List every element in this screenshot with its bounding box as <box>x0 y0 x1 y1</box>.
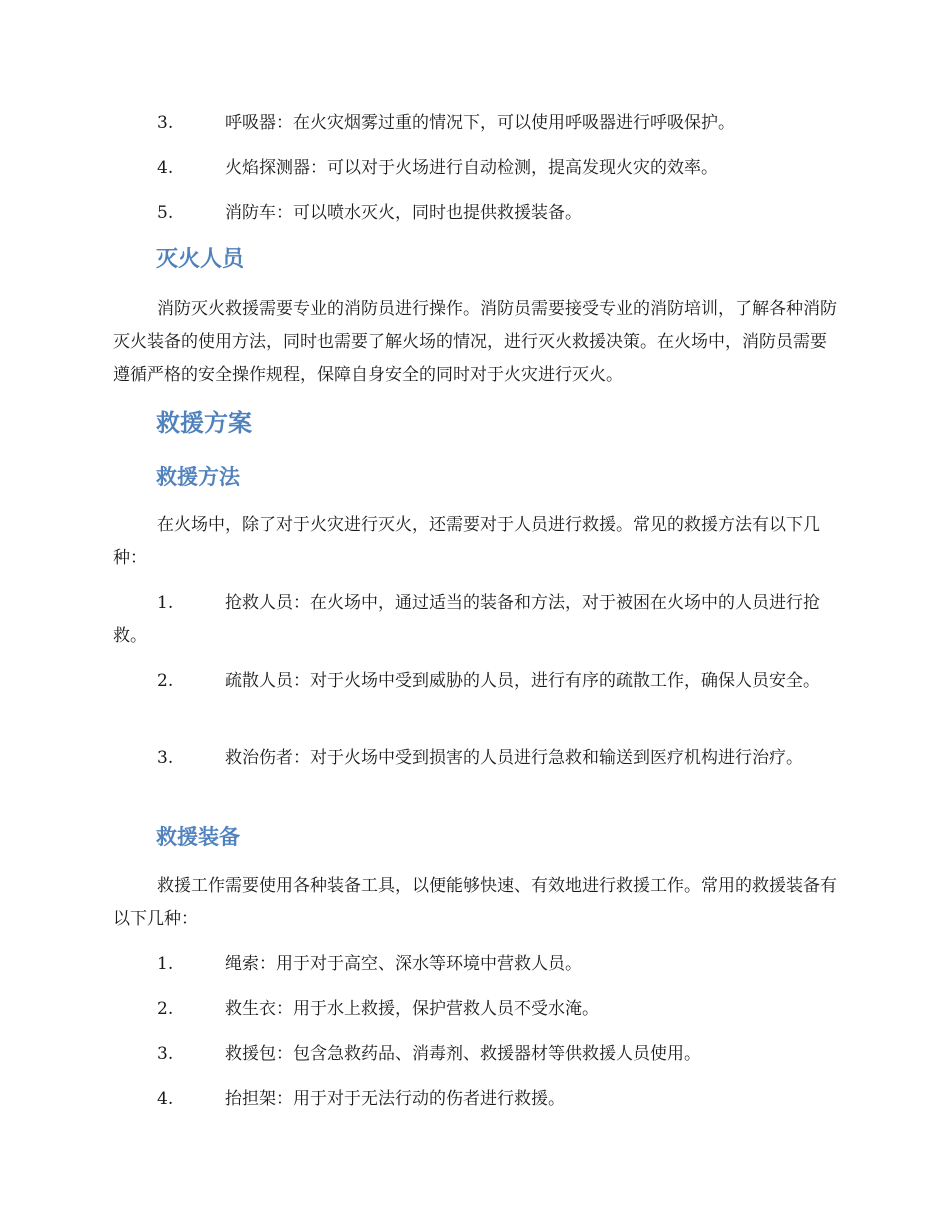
list-number: 2. <box>157 671 174 691</box>
section-heading-rescue-plan: 救援方案 <box>156 409 252 437</box>
list-item <box>113 197 841 230</box>
list-number: 1. <box>157 593 174 613</box>
list-item <box>113 742 841 775</box>
list-number: 3. <box>157 748 174 768</box>
list-item <box>113 993 841 1026</box>
list-number: 5. <box>157 203 174 223</box>
list-number: 4. <box>157 1089 174 1109</box>
list-item <box>113 152 841 185</box>
list-item <box>113 107 841 140</box>
list-number: 3. <box>157 113 174 133</box>
list-item <box>113 587 841 653</box>
list-item <box>113 948 841 981</box>
list-item <box>113 665 841 698</box>
list-text: 火焰探测器：可以对于火场进行自动检测，提高发现火灾的效率。 <box>225 158 718 178</box>
list-text: 呼吸器：在火灾烟雾过重的情况下，可以使用呼吸器进行呼吸保护。 <box>225 113 735 133</box>
list-number: 1. <box>157 954 174 974</box>
list-text: 救生衣：用于水上救援，保护营救人员不受水淹。 <box>225 999 599 1019</box>
list-number: 4. <box>157 158 174 178</box>
section-heading-rescue-equipment: 救援装备 <box>156 825 240 849</box>
list-text: 绳索：用于对于高空、深水等环境中营救人员。 <box>225 954 582 974</box>
section-heading-firefighters: 灭火人员 <box>156 247 245 272</box>
list-text: 消防车：可以喷水灭火，同时也提供救援装备。 <box>225 203 582 223</box>
list-text: 疏散人员：对于火场中受到威胁的人员，进行有序的疏散工作，确保人员安全。 <box>225 671 820 691</box>
rescue-equipment-paragraph: 救援工作需要使用各种装备工具，以便能够快速、有效地进行救援工作。常用的救援装备有以下几种： <box>113 876 837 929</box>
list-text: 救援包：包含急救药品、消毒剂、救援器材等供救援人员使用。 <box>225 1044 701 1064</box>
rescue-methods-paragraph: 在火场中，除了对于火灾进行灭火，还需要对于人员进行救援。常见的救援方法有以下几种： <box>113 515 820 568</box>
section-heading-rescue-methods: 救援方法 <box>156 465 240 489</box>
list-text: 救治伤者：对于火场中受到损害的人员进行急救和输送到医疗机构进行治疗。 <box>225 748 803 768</box>
list-text: 抢救人员：在火场中，通过适当的装备和方法，对于被困在火场中的人员进行抢救。 <box>113 593 820 646</box>
list-item <box>113 1038 841 1071</box>
list-number: 2. <box>157 999 174 1019</box>
firefighters-paragraph: 消防灭火救援需要专业的消防员进行操作。消防员需要接受专业的消防培训，了解各种消防灭火装备的使用方法，同时也需要了解火场的情况，进行灭火救援决策。在火场中，消防员需要遵循严格的安全操作规程，保障自身安全的同时对于火灾进行灭火。 <box>113 299 837 385</box>
list-number: 3. <box>157 1044 174 1064</box>
list-text: 抬担架：用于对于无法行动的伤者进行救援。 <box>225 1089 565 1109</box>
list-item <box>113 1083 841 1116</box>
